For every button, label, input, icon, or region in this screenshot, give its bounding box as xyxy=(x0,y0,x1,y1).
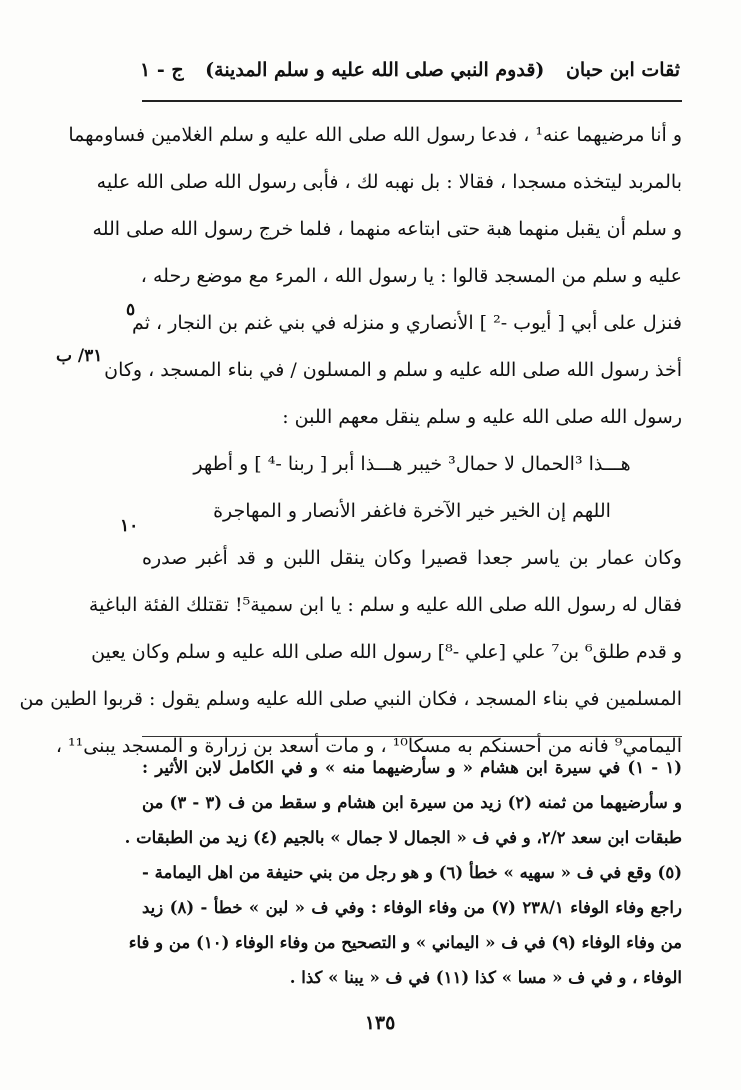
text-line: و قدم طلق⁶ بن⁷ علي [علي -⁸] رسول الله صلى الله عليه و سلم وكان يعين xyxy=(91,641,682,663)
running-header xyxy=(140,52,680,88)
chapter-title: (قدوم النبي صلى الله عليه و سلم المدينة) xyxy=(205,59,545,81)
footnote-line: من وفاء الوفاء (٩) في ف « اليماني » و التصحيح من وفاء الوفاء (١٠) من و فاء xyxy=(128,933,682,952)
volume-label: ج - ١ xyxy=(140,59,184,81)
text-line: عليه و سلم من المسجد قالوا : يا رسول الله ، المرء مع موضع رحله ، xyxy=(140,265,682,287)
poem-verse: اللهم إن الخير خير الآخرة فاغفر الأنصار و المهاجرة xyxy=(213,500,611,522)
footnote-line: (٥) وقع في ف « سهيه » خطأ (٦) و هو رجل من بني حنيفة من اهل اليمامة - xyxy=(142,863,682,882)
poem-verse: هـــذا ³الحمال لا حمال³ خيبر هـــذا أبر [ ربنا -⁴ ] و أطهر xyxy=(193,453,631,475)
text-line: و سلم أن يقبل منهما هبة حتى ابتاعه منهما ، فلما خرج رسول الله صلى الله xyxy=(92,218,682,240)
footnotes xyxy=(124,750,683,995)
text-line: و أنا مرضيهما عنه¹ ، فدعا رسول الله صلى الله عليه و سلم الغلامين فساومهما xyxy=(68,124,682,146)
footnote-line: و سأرضيهما من ثمنه (٢) زيد من سيرة ابن هشام و سقط من ف (٣ - ٣) من xyxy=(142,793,683,812)
book-title: ثقات ابن حبان xyxy=(565,59,680,81)
footnote-line: راجع وفاء الوفاء ٢٣٨/١ (٧) من وفاء الوفاء : وفي ف « لبن » خطأ - (٨) زيد xyxy=(142,898,682,917)
text-line: أخذ رسول الله صلى الله عليه و سلم و المسلون / في بناء المسجد ، وكان xyxy=(104,359,682,381)
footnote-rule xyxy=(142,736,682,737)
text-line: المسلمين في بناء المسجد ، فكان النبي صلى الله عليه وسلم يقول : قربوا الطين من xyxy=(19,688,682,710)
line-number-5: ٥ xyxy=(126,300,136,320)
line-number-10: ١٠ xyxy=(120,516,139,536)
text-line: فنزل على أبي [ أيوب -² ] الأنصاري و منزله في بني غنم بن النجار ، ثم xyxy=(132,312,682,334)
footnote-line: طبقات ابن سعد ٢/٢، و في ف « الجمال لا جمال » بالجيم (٤) زيد من الطبقات . xyxy=(124,828,682,847)
text-line: رسول الله صلى الله عليه و سلم ينقل معهم اللبن : xyxy=(282,406,682,428)
text-line: اليمامي⁹ فانه من أحسنكم به مسكا¹⁰ ، و مات أسعد بن زرارة و المسجد يبنى¹¹ ، xyxy=(55,735,682,757)
manuscript-folio-note: ٣١/ ب xyxy=(56,346,103,366)
text-line: بالمربد ليتخذه مسجدا ، فقالا : بل نهبه لك ، فأبى رسول الله صلى الله عليه xyxy=(96,171,682,193)
text-line: فقال له رسول الله صلى الله عليه و سلم : يا ابن سمية⁵! تقتلك الفئة الباغية xyxy=(88,594,682,616)
header-rule xyxy=(142,100,682,102)
footnote-line: (١ - ١) في سيرة ابن هشام « و سأرضيهما منه » و في الكامل لابن الأثير : xyxy=(142,758,682,777)
page-number: ١٣٥ xyxy=(364,1012,396,1034)
text-line: وكان عمار بن ياسر جعدا قصيرا وكان ينقل اللبن و قد أغبر صدره xyxy=(142,547,682,569)
footnote-line: الوفاء ، و في ف « مسا » كذا (١١) في ف « يبنا » كذا . xyxy=(289,968,682,987)
